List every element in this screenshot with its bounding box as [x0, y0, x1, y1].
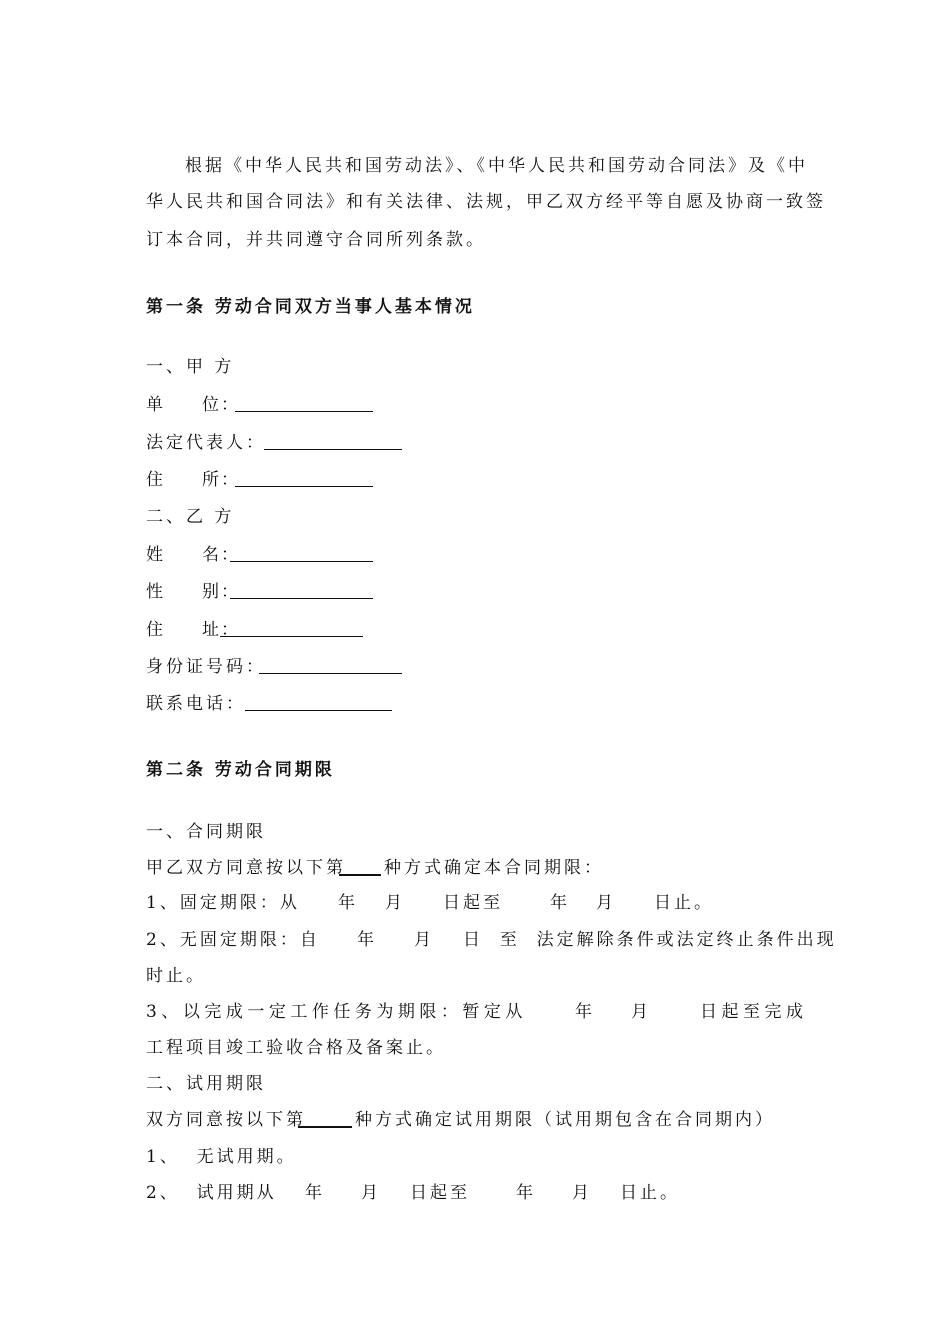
probation-year-1: 年 [305, 1183, 322, 1203]
task-day-until: 日起至完成 [700, 1002, 808, 1022]
probation-day-1: 日起至 [410, 1183, 470, 1203]
fixed-year-2: 年 [550, 893, 567, 913]
probation-day-2: 日止。 [620, 1183, 680, 1203]
party-a-unit-row [146, 393, 240, 417]
probation-month-2: 月 [572, 1183, 589, 1203]
probation-range-label: 2、 试用期从 [146, 1183, 277, 1203]
probation-method-field[interactable] [298, 1111, 352, 1128]
fixed-month-2: 月 [596, 893, 613, 913]
party-a-title: 一、甲 方 [146, 357, 235, 377]
party-b-gender-field[interactable] [230, 583, 373, 599]
party-b-gender-row [146, 580, 240, 604]
party-a-unit-field[interactable] [235, 396, 373, 412]
intro-line-2: 华人民共和国合同法》和有关法律、法规，甲乙双方经平等自愿及协商一致签 [146, 192, 826, 212]
party-b-phone-field[interactable] [245, 695, 392, 711]
party-b-gender-label: 性 别： [146, 582, 241, 602]
probation-none: 1、 无试用期。 [146, 1147, 297, 1167]
article-1-heading: 第一条 劳动合同双方当事人基本情况 [146, 297, 475, 317]
party-b-address-field[interactable] [220, 621, 363, 637]
probation-intro-b: 种方式确定试用期限（试用期包含在合同期内） [355, 1110, 775, 1130]
fixed-year-1: 年 [338, 893, 355, 913]
party-a-rep-field[interactable] [264, 434, 402, 450]
task-term-cont: 工程项目竣工验收合格及备案止。 [146, 1038, 446, 1058]
party-b-title: 二、乙 方 [146, 507, 235, 527]
party-a-rep-label: 法定代表人： [146, 433, 266, 453]
task-year: 年 [575, 1002, 592, 1022]
party-b-name-field[interactable] [230, 546, 373, 562]
party-a-unit-label: 单 位： [146, 395, 241, 415]
intro-line-3: 订本合同，并共同遵守合同所列条款。 [146, 230, 486, 250]
term-title: 一、合同期限 [146, 822, 266, 842]
fixed-day-2: 日止。 [654, 893, 714, 913]
task-month: 月 [631, 1002, 648, 1022]
term-intro-a: 甲乙双方同意按以下第 [146, 858, 346, 878]
open-month: 月 [414, 930, 431, 950]
party-b-phone-label: 联系电话： [146, 694, 246, 714]
party-b-name-row [146, 543, 240, 567]
term-method-field[interactable] [339, 859, 381, 876]
probation-title: 二、试用期限 [146, 1074, 266, 1094]
party-b-address-label: 住 址： [146, 620, 241, 640]
party-b-id-field[interactable] [259, 658, 402, 674]
open-term-cont: 时止。 [146, 966, 206, 986]
open-term-label: 2、无固定期限：自 [146, 930, 320, 950]
probation-intro-a: 双方同意按以下第 [146, 1110, 306, 1130]
party-b-id-label: 身份证号码： [146, 657, 266, 677]
fixed-term-label: 1、固定期限：从 [146, 893, 300, 913]
article-2-heading: 第二条 劳动合同期限 [146, 760, 335, 780]
open-day-until: 日 至 法定解除条件或法定终止条件出现 [463, 930, 837, 950]
intro-line-1: 根据《中华人民共和国劳动法》、《中华人民共和国劳动合同法》及《中 [185, 156, 808, 176]
party-a-residence-label: 住 所： [146, 470, 241, 490]
probation-month-1: 月 [361, 1183, 378, 1203]
open-year: 年 [357, 930, 374, 950]
term-intro-b: 种方式确定本合同期限： [384, 858, 604, 878]
fixed-month-1: 月 [385, 893, 402, 913]
fixed-day-1: 日起至 [443, 893, 503, 913]
probation-year-2: 年 [516, 1183, 533, 1203]
party-a-residence-field[interactable] [235, 471, 373, 487]
party-b-name-label: 姓 名： [146, 545, 241, 565]
task-term-label: 3、以完成一定工作任务为期限：暂定从 [146, 1002, 527, 1022]
party-a-residence-row [146, 468, 240, 492]
